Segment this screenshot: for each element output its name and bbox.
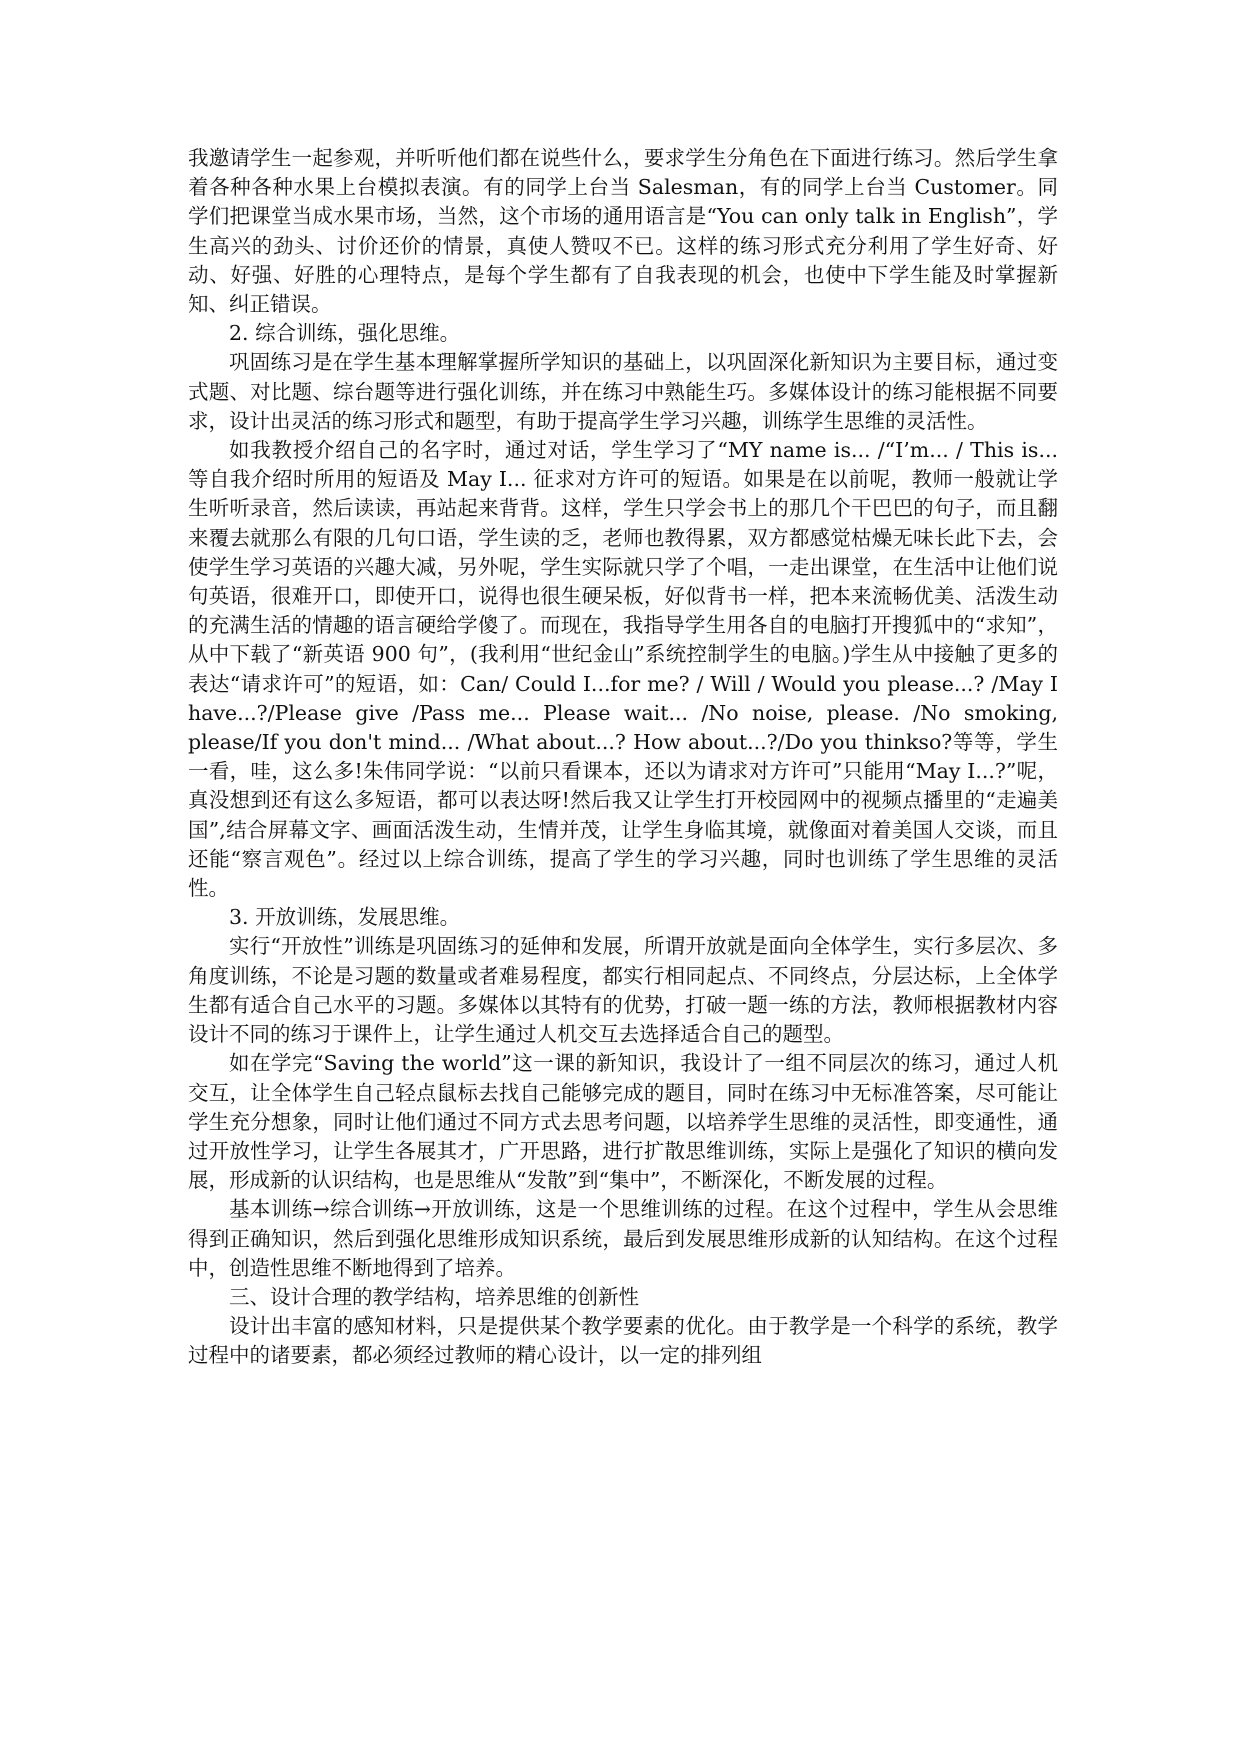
heading-comprehensive-training: 2. 综合训练，强化思维。 — [229, 321, 461, 346]
paragraph-consolidation-practice: 巩固练习是在学生基本理解掌握所学知识的基础上，以巩固深化新知识为主要目标，通过变式题、对比题、综台题等进行强化训练，并在练习中熟能生巧。多媒体设计的练习能根据不同要求，设计出灵活的练习形式和题型，有助于提高学生学习兴趣，训练学生思维的灵活性。 — [188, 350, 1058, 433]
paragraph-open-practice: 实行“开放性”训练是巩固练习的延伸和发展，所谓开放就是面向全体学生，实行多层次、多角度训练，不论是习题的数量或者难易程度，都实行相同起点、不同终点，分层达标，上全体学生都有适合自己水平的习题。多媒体以其特有的优势，打破一题一练的方法，教师根据教材内容设计不同的练习于课件上，让学生通过人机交互去选择适合自己的题型。 — [188, 934, 1058, 1047]
paragraph-training-process: 基本训练→综合训练→开放训练，这是一个思维训练的过程。在这个过程中，学生从会思维得到正确知识，然后到强化思维形成知识系统，最后到发展思维形成新的认知结构。在这个过程中，创造性思维不断地得到了培养。 — [188, 1197, 1058, 1280]
paragraph-fruit-market: 我邀请学生一起参观，并听听他们都在说些什么，要求学生分角色在下面进行练习。然后学生拿着各种各种水果上台模拟表演。有的同学上台当 Salesman，有的同学上台当 Customer。同学们把课堂当成水果市场，当然，这个市场的通用语言是“You can only talk in English”，学生高兴的劲头、讨价还价的情景，真使人赞叹不已。这样的练习形式充分利用了学生好奇、好动、好强、好胜的心理特点，是每个学生都有了自我表现的机会，也使中下学生能及时掌握新知、纠正错误。 — [188, 146, 1058, 317]
paragraph-teaching-structure: 设计出丰富的感知材料，只是提供某个教学要素的优化。由于教学是一个科学的系统，教学过程中的诸要素，都必须经过教师的精心设计，以一定的排列组 — [188, 1314, 1058, 1368]
heading-teaching-structure: 三、设计合理的教学结构，培养思维的创新性 — [229, 1284, 639, 1309]
document-page — [188, 144, 1058, 1371]
paragraph-saving-the-world-example: 如在学完“Saving the world”这一课的新知识，我设计了一组不同层次的练习，通过人机交互，让全体学生自己轻点鼠标去找自己能够完成的题目，同时在练习中无标准答案，尽可能让学生充分想象，同时让他们通过不同方式去思考问题，以培养学生思维的灵活性，即变通性，通过开放性学习，让学生各展其才，广开思路，进行扩散思维训练，实际上是强化了知识的横向发展，形成新的认识结构，也是思维从“发散”到“集中”，不断深化，不断发展的过程。 — [188, 1051, 1058, 1193]
heading-open-training: 3. 开放训练，发展思维。 — [229, 905, 461, 930]
paragraph-self-introduction-example: 如我教授介绍自己的名字时，通过对话，学生学习了“MY name is... /“I’m... / This is... 等自我介绍时所用的短语及 May I... 征求对方许可的短语。如果是在以前呢，教师一般就让学生听听录音，然后读读，再站起来背背。这样，学生只学会书上的那几个干巴巴的句子，而且翻来覆去就那么有限的几句口语，学生读的乏，老师也教得累，双方都感觉枯燥无味长此下去，会使学生学习英语的兴趣大减，另外呢，学生实际就只学了个唱，一走出课堂，在生活中让他们说句英语，很难开口，即使开口，说得也很生硬呆板，好似背书一样，把本来流畅优美、活泼生动的充满生活的情趣的语言硬给学傻了。而现在，我指导学生用各自的电脑打开搜狐中的“求知”，从中下载了“新英语 900 句”，(我利用“世纪金山”系统控制学生的电脑。)学生从中接触了更多的表达“请求许可”的短语，如：Can/ Could I...for me? / Will / Would you please...? /May I have...?/Please give /Pass me... Please wait... /No noise, please. /No smoking, please/If you don't mind... /What about...? How about...?/Do you thinkso?等等，学生一看，哇，这么多!朱伟同学说：“以前只看课本，还以为请求对方许可”只能用“May I...?”呢，真没想到还有这么多短语，都可以表达呀!然后我又让学生打开校园网中的视频点播里的“走遍美国”,结合屏幕文字、画面活泼生动，生情并茂，让学生身临其境，就像面对着美国人交谈，而且还能“察言观色”。经过以上综合训练，提高了学生的学习兴趣，同时也训练了学生思维的灵活性。 — [188, 438, 1058, 901]
